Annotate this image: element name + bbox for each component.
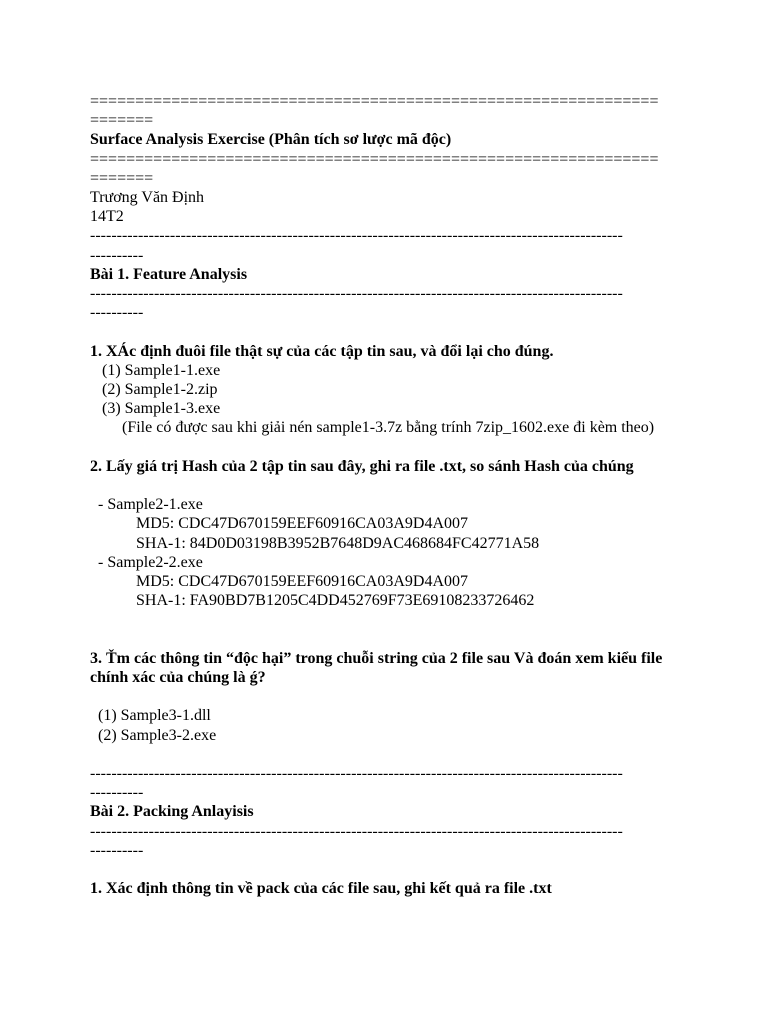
equals-rule-wrap: ======= [90,112,154,130]
file-name: - Sample2-2.exe [98,553,203,571]
question-title: 2. Lấy giá trị Hash của 2 tập tin sau đây, ghi ra file .txt, so sánh Hash của chúng [90,457,634,475]
list-item: (3) Sample1-3.exe [102,400,221,418]
list-item: (1) Sample1-1.exe [102,361,221,379]
equals-rule: =============================================================== [90,93,659,110]
spacer [90,322,690,341]
spacer [90,438,690,457]
dash-rule: ---------------------------------------------------------------------------------------------------- [90,285,623,303]
section-heading: Bài 1. Feature Analysis [90,265,248,283]
question-title: 3. Ťm các thông tin “độc hại” trong chuỗi string của 2 file sau Và đoán xem kiểu file [90,649,663,667]
list-item: (2) Sample3-2.exe [98,726,217,744]
spacer [90,610,690,629]
md5-hash: MD5: CDC47D670159EEF60916CA03A9D4A007 [136,515,469,533]
spacer [90,860,690,879]
md5-hash: MD5: CDC47D670159EEF60916CA03A9D4A007 [136,573,469,591]
sha1-hash: SHA-1: FA90BD7B1205C4DD452769F73E69108233726462 [136,592,535,610]
note-text: (File có được sau khi giải nén sample1-3.7z bằng trính 7zip_1602.exe đi kèm theo) [122,419,655,437]
list-item: (1) Sample3-1.dll [98,707,211,725]
dash-rule-wrap: ---------- [90,841,144,859]
question-title-cont: chính xác của chúng là ǵ? [90,669,266,687]
document-title: Surface Analysis Exercise (Phân tích sơ lược mã độc) [90,131,452,149]
document-page [90,92,690,898]
dash-rule: ---------------------------------------------------------------------------------------------------- [90,822,623,840]
file-name: - Sample2-1.exe [98,496,203,514]
spacer [90,476,690,495]
spacer [90,687,690,706]
class-code: 14T2 [90,208,124,226]
dash-rule: ---------------------------------------------------------------------------------------------------- [90,765,623,782]
spacer [90,745,690,764]
section-heading: Bài 2. Packing Anlayisis [90,803,254,821]
list-item: (2) Sample1-2.zip [102,381,218,399]
dash-rule-wrap: ---------- [90,304,144,322]
dash-rule-wrap: ---------- [90,246,144,264]
equals-rule: =============================================================== [90,150,659,168]
author-name: Trương Văn Định [90,189,205,207]
dash-rule-wrap: ---------- [90,784,144,802]
question-title: 1. XÁc định đuôi file thật sự của các tập tin sau, và đổi lại cho đúng. [90,342,554,360]
question-title: 1. Xác định thông tin về pack của các file sau, ghi kết quả ra file .txt [90,880,552,898]
sha1-hash: SHA-1: 84D0D03198B3952B7648D9AC468684FC42771A58 [136,534,540,552]
spacer [90,630,690,649]
equals-rule-wrap: ======= [90,169,154,187]
dash-rule: ---------------------------------------------------------------------------------------------------- [90,227,623,245]
